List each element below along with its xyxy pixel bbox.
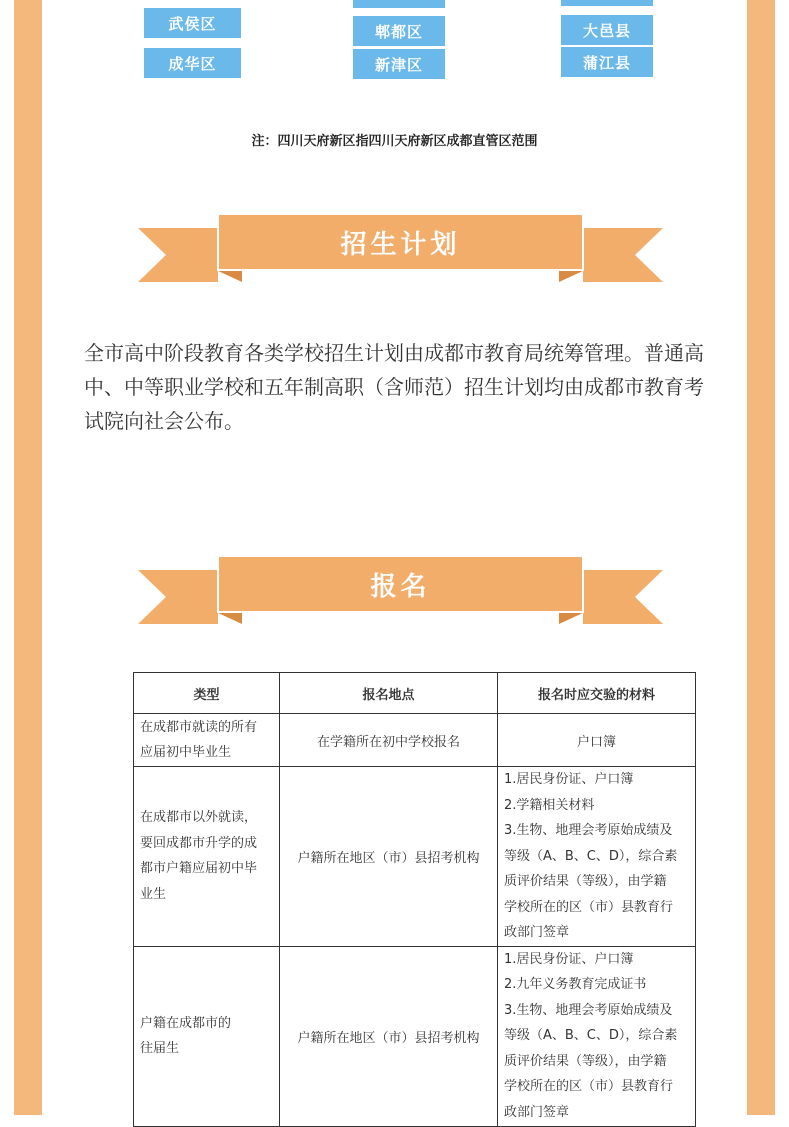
- table-row: [134, 714, 696, 767]
- materials-cell: 1.居民身份证、户口簿 2.学籍相关材料 3.生物、地理会考原始成绩及 等级（A、B、C、D），综合素 质评价结果（等级），由学籍 学校所在的区（市）县教育行 政部门签章: [498, 767, 696, 947]
- district-tag: 大邑县: [561, 15, 653, 45]
- type-cell: 在成都市就读的所有 应届初中毕业生: [134, 714, 280, 767]
- district-tag-cut: [561, 0, 653, 6]
- district-tag: 郫都区: [353, 16, 445, 46]
- section-title: 招生计划: [340, 230, 461, 260]
- materials-cell: 户口簿: [498, 714, 696, 767]
- type-cell: 户籍在成都市的 往届生: [134, 946, 280, 1126]
- header-type: 类型: [134, 673, 280, 714]
- section-banner-register: [138, 556, 663, 622]
- materials-cell: 1.居民身份证、户口簿 2.九年义务教育完成证书 3.生物、地理会考原始成绩及 等级（A、B、C、D），综合素 质评价结果（等级），由学籍 学校所在的区（市）县教育行 政部门签章: [498, 946, 696, 1126]
- left-border-stripe: [14, 0, 42, 1115]
- note-text: 注：四川天府新区指四川天府新区成都直管区范围: [251, 134, 538, 149]
- location-cell: 户籍所在地区（市）县招考机构: [280, 946, 498, 1126]
- table-row: [134, 767, 696, 947]
- district-tag-cut: [353, 0, 445, 8]
- district-tag: 武侯区: [144, 8, 241, 38]
- section-banner-plan: [138, 214, 663, 280]
- plan-paragraph: 全市高中阶段教育各类学校招生计划由成都市教育局统筹管理。普通高中、中等职业学校和五年制高职（含师范）招生计划均由成都市教育考试院向社会公布。: [84, 341, 704, 433]
- header-materials: 报名时应交验的材料: [498, 673, 696, 714]
- registration-table: [133, 672, 696, 1127]
- district-tag: 新津区: [353, 49, 445, 79]
- district-tag: 蒲江县: [561, 47, 653, 77]
- location-cell: 户籍所在地区（市）县招考机构: [280, 767, 498, 947]
- header-location: 报名地点: [280, 673, 498, 714]
- section-title: 报名: [370, 572, 431, 602]
- type-cell: 在成都市以外就读， 要回成都市升学的成 都市户籍应届初中毕 业生: [134, 767, 280, 947]
- right-border-stripe: [747, 0, 775, 1115]
- district-tag: 成华区: [144, 48, 241, 78]
- table-row: [134, 946, 696, 1126]
- location-cell: 在学籍所在初中学校报名: [280, 714, 498, 767]
- table-header-row: [134, 673, 696, 714]
